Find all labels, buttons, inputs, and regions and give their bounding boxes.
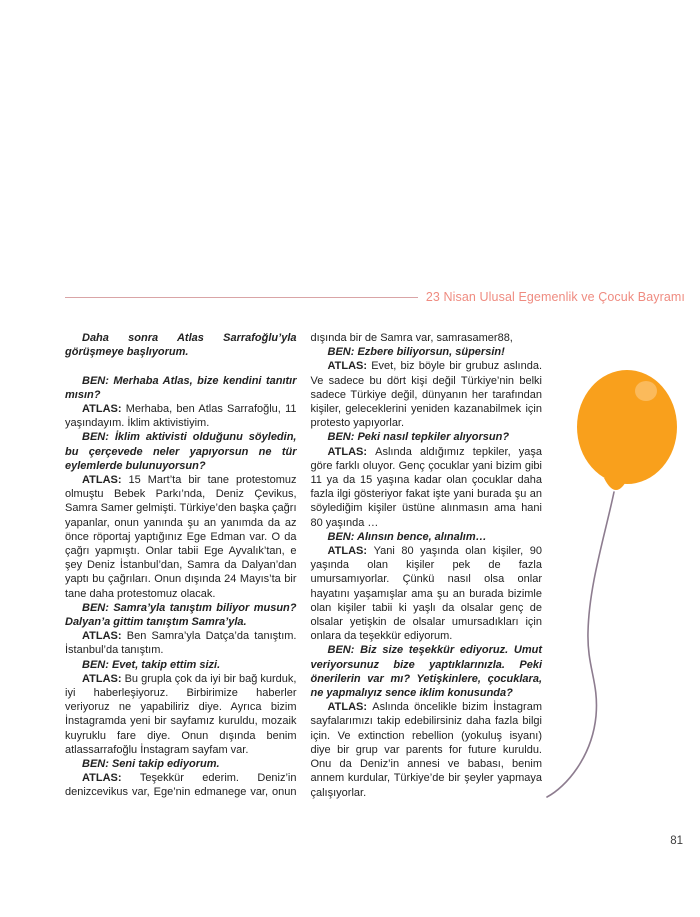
header-rule xyxy=(65,297,418,298)
interview-article xyxy=(65,331,542,831)
question-paragraph: BEN: İklim aktivisti olduğunu söyledin, bu çerçevede neler yapıyorsun ne tür eylemlerde bulunuyorsun? xyxy=(65,431,297,472)
answer-paragraph: ATLAS: Aslında aldığımız tepkiler, yaşa göre farklı oluyor. Genç çocuklar yani bizim gibi 11 ya da 15 yaşına kadar olan çocuklar daha fazla ilgi gösteriyor fakat işte yani burada şu an söylediğim kişiler üstüne alınmasın ama hani 80 yaşında … xyxy=(310,445,542,529)
answer-paragraph: ATLAS: Bu grupla çok da iyi bir bağ kurduk, iyi haberleşiyoruz. Birbirimize haberler veriyoruz ne yapabiliriz diye. Ayrıca bizim İnstagramda yeni bir sayfamız kuruldu, mozaik kuyruklu fare diye. Onun dışında benim atlassarrafoğlu İnstagram sayfam var. xyxy=(65,672,297,756)
speaker-label: ATLAS: xyxy=(82,630,127,643)
speaker-label: BEN: xyxy=(82,601,114,614)
speaker-label: BEN: xyxy=(82,658,112,671)
answer-paragraph: ATLAS: Aslında öncelikle bizim İnstagram sayfalarımızı takip edebilirsiniz daha fazla bilgi için. Ve extinction rebellion (yokuluş isyanı) diye bir grup var parents for future kuruldu. Onu da Deniz’in annesi ve babası, benim annem kurdular, Türkiye’de bir şeyler yapmaya çalışıyorlar. xyxy=(310,701,542,799)
section-header xyxy=(65,290,685,304)
balloon-body xyxy=(577,370,677,484)
question-paragraph: BEN: Samra’yla tanıştım biliyor musun? Dalyan’a gittim tanıştım Samra’yla. xyxy=(65,601,297,629)
balloon-illustration xyxy=(520,355,700,815)
answer-paragraph: ATLAS: 15 Mart’ta bir tane protestomuz olmuştu Bebek Parkı’nda, Deniz Çevikus, Samra Samer gelmişti. Türkiye’den başka çağrı yapanlar, onun yanında şu an yanımda da az önce röportaj yaptığınız Ege Edman var. O da çağrı yapmıştı. Onlar tabii Ege Ayvalık’tan, e şey Deniz İstanbul’dan, Samra da Dalyan’dan yaptı bu çağrıları. Onun dışında 24 Mayıs’ta bir tane daha protestomuz olacak. xyxy=(65,474,297,600)
speaker-label: BEN: xyxy=(82,374,114,387)
balloon-string xyxy=(547,492,614,797)
question-paragraph: BEN: Evet, takip ettim sizi. xyxy=(82,658,221,671)
balloon-highlight xyxy=(635,381,657,401)
speaker-label: ATLAS: xyxy=(327,360,372,373)
speaker-label: ATLAS: xyxy=(82,403,126,415)
intro-paragraph: Daha sonra Atlas Sarrafoğlu’yla görüşmeye başlıyorum. xyxy=(65,332,297,359)
speaker-label: ATLAS: xyxy=(82,772,140,785)
question-paragraph: BEN: Merhaba Atlas, bize kendini tanıtır mısın? xyxy=(65,374,297,401)
question-paragraph: BEN: Seni takip ediyorum. xyxy=(82,758,220,771)
question-paragraph: BEN: Ezbere biliyorsun, süpersin! xyxy=(327,346,505,359)
speaker-label: ATLAS: xyxy=(327,701,373,714)
answer-paragraph: ATLAS: Yani 80 yaşında olan kişiler, 90 yaşında olan kişiler pek de fazla umursamıyorlar. Çünkü nasıl olsa onlar hayatını yaşamışlar ama şu an burada bizimle olan kişiler tabii ki yaşlı da olsalar genç de olsalar yetişkin de olsalar umursadıkları için onlara da teşekkür ediyorum. xyxy=(310,545,542,643)
section-title: 23 Nisan Ulusal Egemenlik ve Çocuk Bayramı xyxy=(425,290,685,304)
answer-paragraph: ATLAS: Merhaba, ben Atlas Sarrafoğlu, 11 yaşındayım. İklim aktivistiyim. xyxy=(65,403,297,430)
answer-paragraph: ATLAS: Teşekkür ederim. Deniz’in denizcevikus var, Ege’nin edmanege var, onun dışında bir de Samra var, samrasamer88, xyxy=(65,332,513,799)
speaker-label: ATLAS: xyxy=(327,545,374,558)
speaker-label: ATLAS: xyxy=(82,474,129,487)
speaker-label: ATLAS: xyxy=(327,445,376,458)
speaker-label: BEN: xyxy=(82,758,112,771)
speaker-label: BEN: xyxy=(327,346,358,359)
speaker-label: ATLAS: xyxy=(82,672,125,685)
answer-paragraph: ATLAS: Ben Samra’yla Datça’da tanıştım. İstanbul’da tanıştım. xyxy=(65,630,297,657)
speaker-label: BEN: xyxy=(327,644,361,657)
question-paragraph: BEN: Alınsın bence, alınalım… xyxy=(327,530,487,543)
answer-paragraph: ATLAS: Evet, biz böyle bir grubuz aslında. Ve sadece bu dört kişi değil Türkiye’nin belki sadece Türkiye değil, dünyanın her tarafından kişiler, geleceklerini yeniden kazanabilmek için protesto yapıyorlar. xyxy=(310,360,543,430)
question-paragraph: BEN: Biz size teşekkür ediyoruz. Umut veriyorsunuz bize yaptıklarınızla. Peki önerilerin var mı? Yetişkinlere, çocuklara, ne yapmalıyız sence iklim konusunda? xyxy=(310,644,542,700)
question-paragraph: BEN: Peki nasıl tepkiler alıyorsun? xyxy=(327,431,510,444)
speaker-label: BEN: xyxy=(327,431,358,444)
page-number: 81 xyxy=(670,835,683,847)
speaker-label: BEN: xyxy=(327,530,358,543)
speaker-label: BEN: xyxy=(82,431,115,444)
